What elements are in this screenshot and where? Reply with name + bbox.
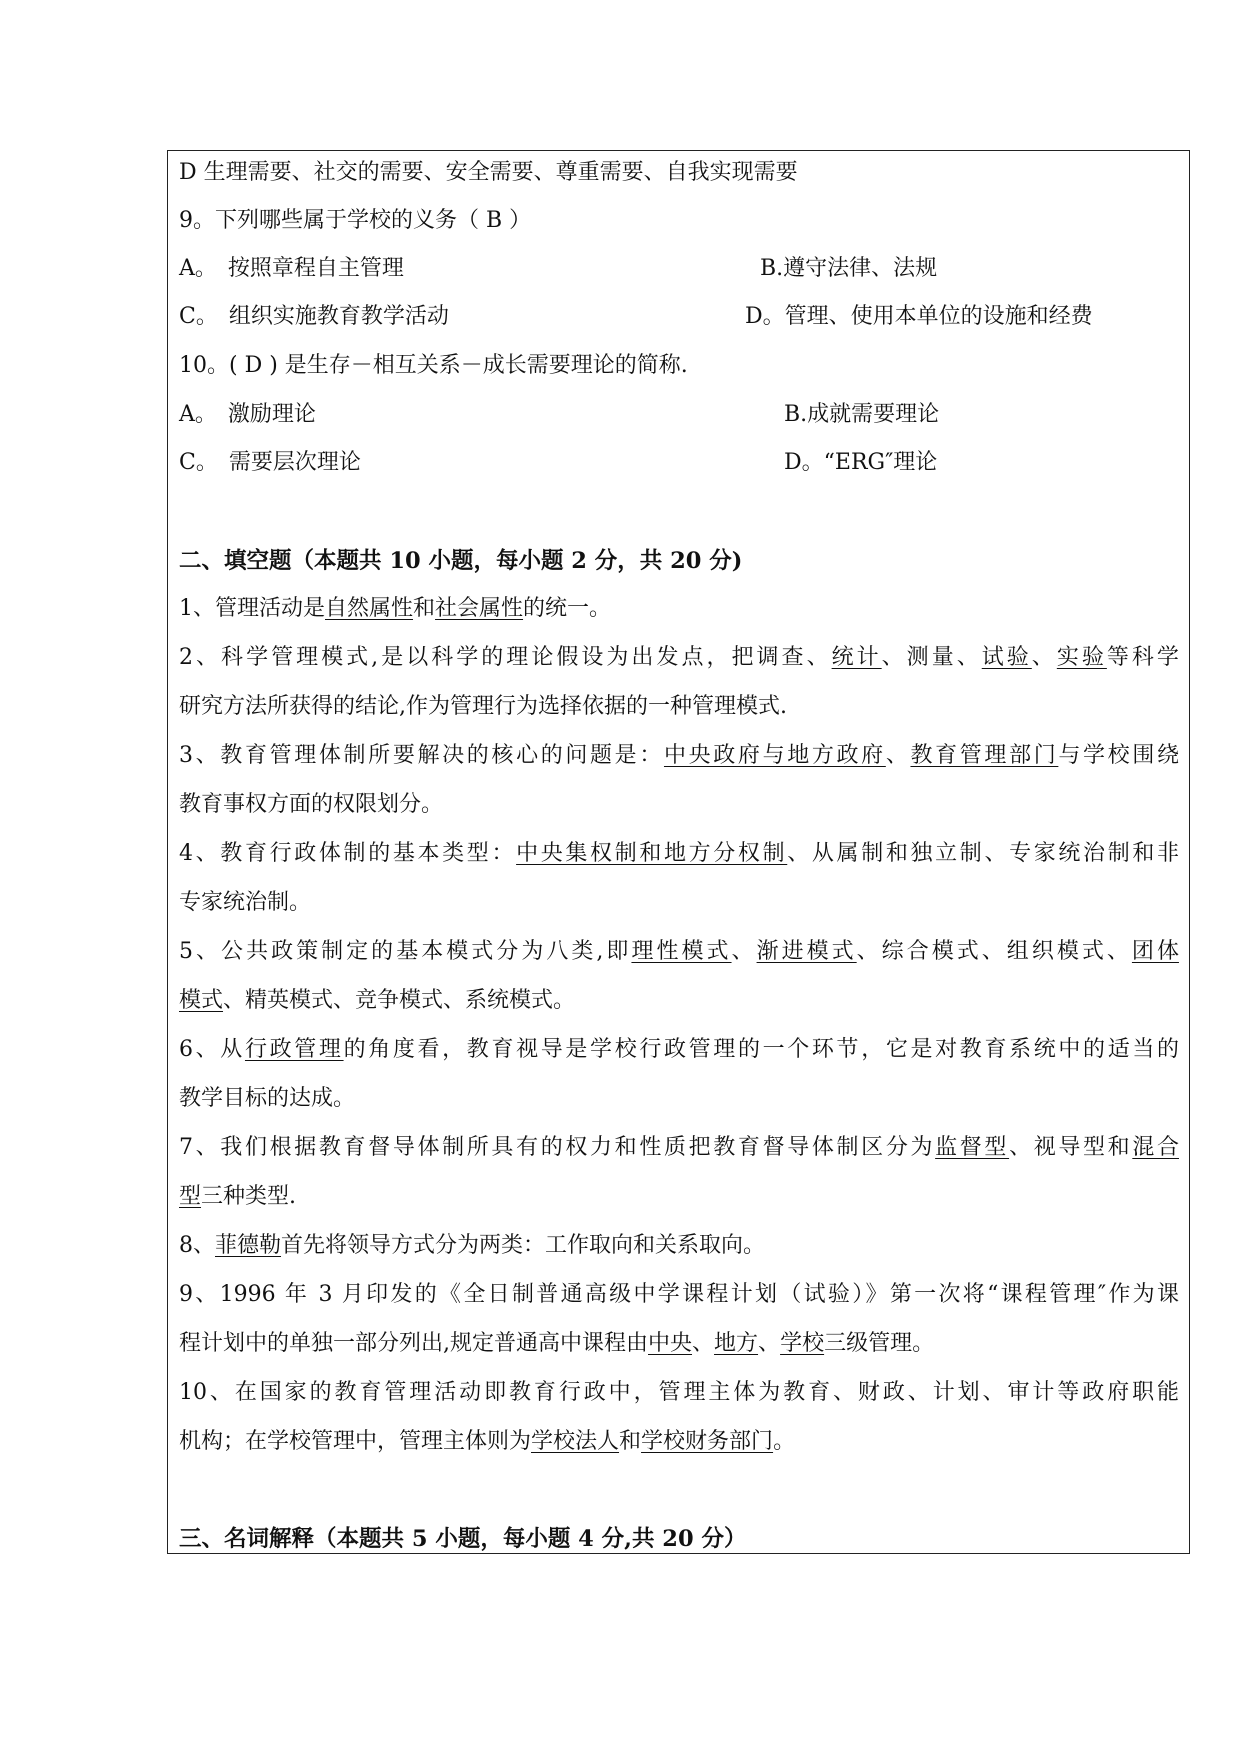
q10-option-a: A。 激励理论 <box>179 402 316 427</box>
fill-item-4-cont: 专家统治制。 <box>179 890 312 915</box>
q9-option-c: C。 组织实施教育教学活动 <box>179 304 449 329</box>
fill-item-9-cont: 程计划中的单独一部分列出,规定普通高中课程由中央、地方、学校三级管理。 <box>179 1331 935 1356</box>
fill-item-6-cont: 教学目标的达成。 <box>179 1086 356 1111</box>
q9-stem: 9。下列哪些属于学校的义务（ B ） <box>179 208 532 233</box>
q10-option-b: B.成就需要理论 <box>784 402 940 427</box>
fill-item-10-cont: 机构；在学校管理中，管理主体则为学校法人和学校财务部门。 <box>179 1429 796 1454</box>
q10-stem: 10。( D ) 是生存－相互关系－成长需要理论的简称. <box>179 353 688 378</box>
section-2-title: 二、填空题（本题共 10 小题，每小题 2 分，共 20 分) <box>179 548 743 574</box>
fill-item-5-cont: 模式、精英模式、竞争模式、系统模式。 <box>179 988 576 1013</box>
q9-option-b: B.遵守法律、法规 <box>760 256 938 281</box>
fill-item-3: 3、教育管理体制所要解决的核心的问题是：中央政府与地方政府、教育管理部门与学校围绕 <box>179 743 1179 768</box>
fill-item-6: 6、从行政管理的角度看，教育视导是学校行政管理的一个环节，它是对教育系统中的适当的 <box>179 1037 1179 1062</box>
fill-item-2-cont: 研究方法所获得的结论,作为管理行为选择依据的一种管理模式. <box>179 694 787 719</box>
fill-item-3-cont: 教育事权方面的权限划分。 <box>179 792 444 817</box>
fill-item-5: 5、公共政策制定的基本模式分为八类,即理性模式、渐进模式、综合模式、组织模式、团体 <box>179 939 1179 964</box>
fill-item-4: 4、教育行政体制的基本类型：中央集权制和地方分权制、从属制和独立制、专家统治制和非 <box>179 841 1179 866</box>
fill-item-8: 8、菲德勒首先将领导方式分为两类：工作取向和关系取向。 <box>179 1233 766 1258</box>
fill-item-7-cont: 型三种类型. <box>179 1184 297 1209</box>
fill-item-1: 1、管理活动是自然属性和社会属性的统一。 <box>179 596 612 621</box>
q9-option-d: D。管理、使用本单位的设施和经费 <box>745 304 1093 329</box>
q10-option-c: C。 需要层次理论 <box>179 450 361 475</box>
q9-option-a: A。 按照章程自主管理 <box>179 256 404 281</box>
section-3-title: 三、名词解释（本题共 5 小题，每小题 4 分,共 20 分） <box>179 1526 747 1552</box>
q10-option-d: D。“ERG″理论 <box>784 450 938 475</box>
fill-item-10: 10、在国家的教育管理活动即教育行政中，管理主体为教育、财政、计划、审计等政府职能 <box>179 1380 1179 1405</box>
fill-item-9: 9、1996 年 3 月印发的《全日制普通高级中学课程计划（试验）》第一次将“课程管理″作为课 <box>179 1282 1179 1307</box>
fill-item-7: 7、我们根据教育督导体制所具有的权力和性质把教育督导体制区分为监督型、视导型和混合 <box>179 1135 1179 1160</box>
fill-item-2: 2、科学管理模式,是以科学的理论假设为出发点，把调查、统计、测量、试验、实验等科学 <box>179 645 1179 670</box>
q8-option-d: D 生理需要、社交的需要、安全需要、尊重需要、自我实现需要 <box>179 160 798 185</box>
